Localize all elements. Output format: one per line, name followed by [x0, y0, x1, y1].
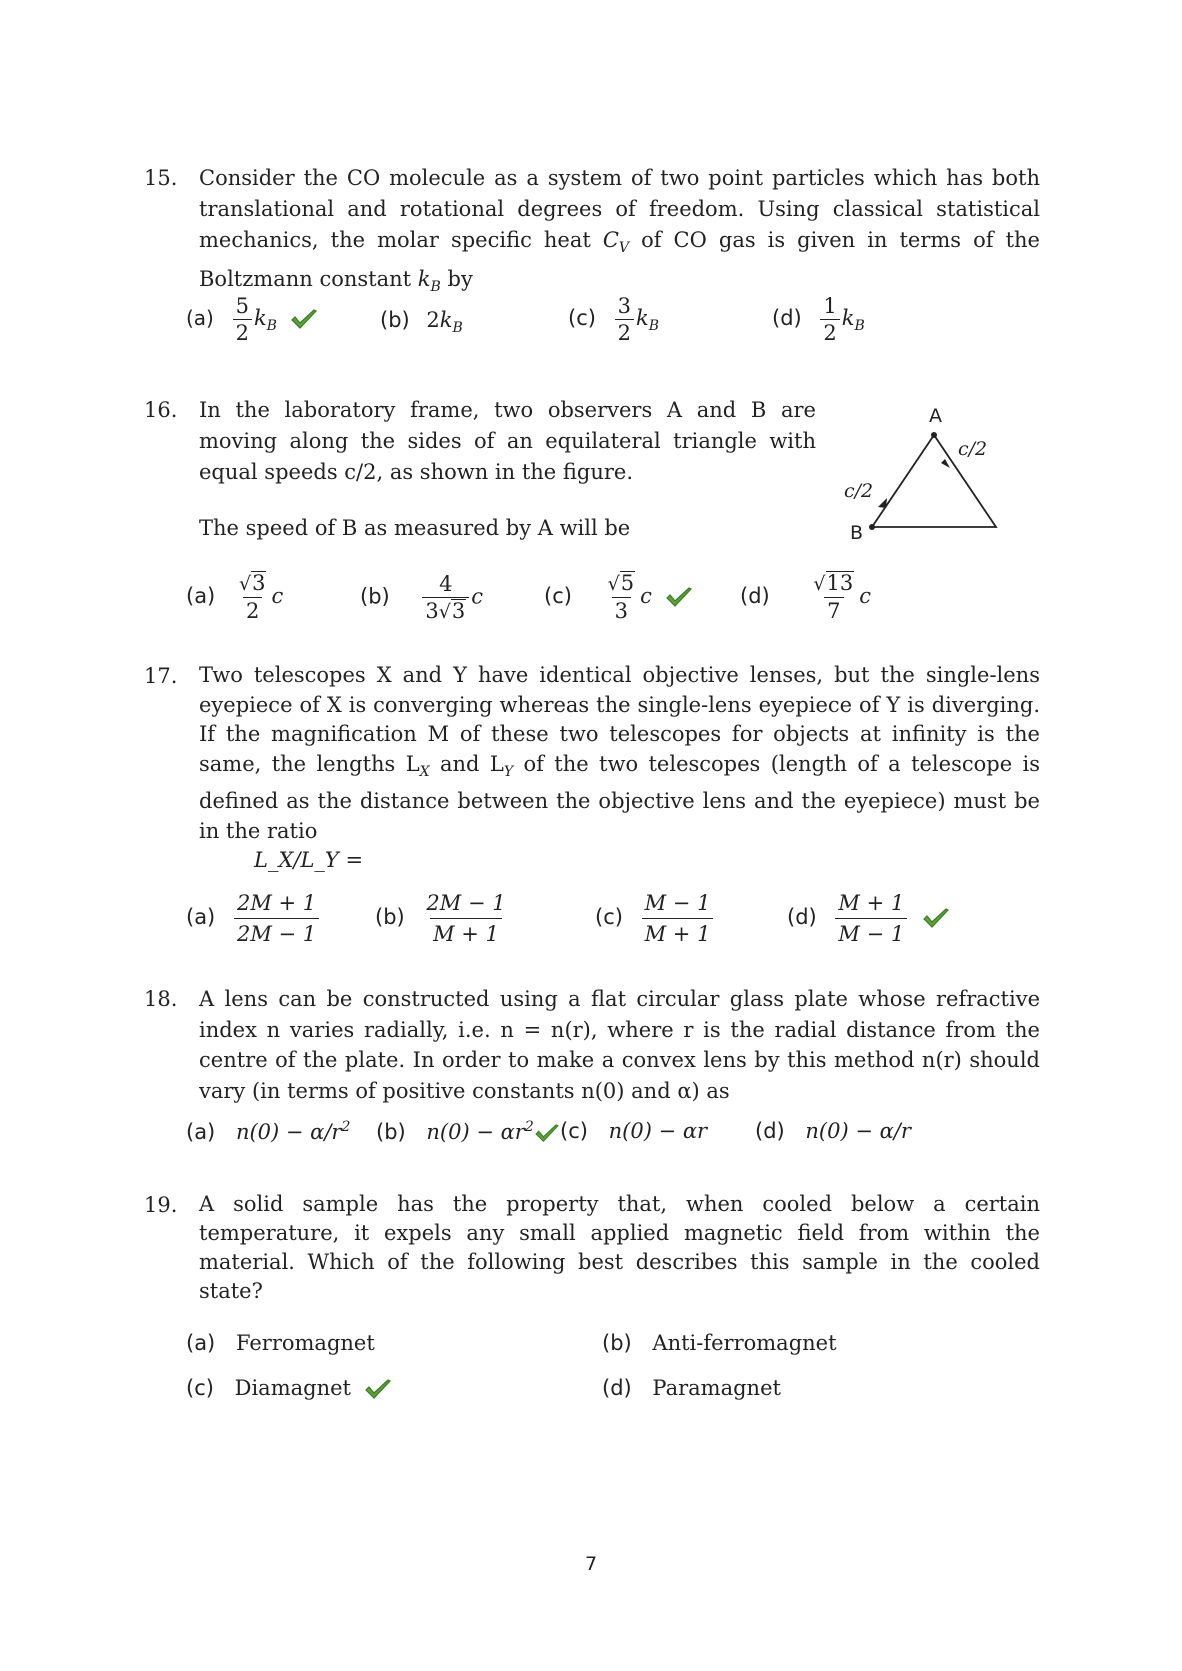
option-d[interactable]: (d) $\frac{1}{2}$ $k_B$ [772, 294, 865, 345]
option-c[interactable]: (c) n(0) − αr [560, 1119, 708, 1143]
fraction: $\frac{1}{2}$ [820, 293, 839, 346]
option-d[interactable]: (d) n(0) − α/r [755, 1119, 911, 1143]
option-c[interactable]: (c) $\frac{M - 1}{M + 1}$ [595, 888, 715, 949]
speed-b-label: c/2 [844, 480, 874, 502]
kb-symbol: $k_B$ [417, 267, 441, 296]
question-19 [144, 1190, 1040, 1510]
question-18 [144, 984, 1040, 1184]
check-mark-icon [290, 309, 318, 331]
question-number: 18. [144, 987, 178, 1011]
ratio-expression: L_X/L_Y = [254, 848, 364, 872]
fraction: $\frac{2M - 1}{M + 1}$ [423, 888, 508, 949]
fraction: √ 3 2 [238, 571, 266, 623]
fraction: √ 5 3 [607, 571, 635, 623]
question-text: In the laboratory frame, two observers A and B are moving along the sides of an equilateral triangle with equal speeds c/2, as shown in the figure. [199, 398, 816, 484]
check-mark-icon [534, 1124, 560, 1144]
option-b[interactable]: (b) Anti-ferromagnet [602, 1331, 837, 1355]
option-b[interactable]: (b) $n(0) - \alpha r^2$ [376, 1119, 560, 1144]
check-mark-icon [922, 908, 950, 930]
question-text: A lens can be constructed using a flat circular glass plate whose refractive index n varies radially, i.e. n = n(r), where r is the radial distance from the centre of the plate. In order to make a convex lens by this method n(r) should vary (in terms of positive constants n(0) and α) as [199, 987, 1040, 1103]
option-a[interactable]: (a) $\frac{5}{2}$ $k_B$ [186, 293, 318, 346]
question-text: A solid sample has the property that, when cooled below a certain temperature, it expels any small applied magnetic field from within the material. Which of the following best describes this sample in the cooled state? [199, 1192, 1040, 1303]
question-number: 19. [144, 1193, 178, 1217]
option-c[interactable]: (c) Diamagnet [186, 1376, 392, 1401]
option-d[interactable]: (d) $\frac{M + 1}{M - 1}$ [787, 888, 950, 949]
page-number: 7 [584, 1553, 598, 1575]
question-number: 17. [144, 664, 178, 688]
label-a: A [929, 405, 942, 427]
triangle-figure [834, 395, 1034, 545]
label-b: B [850, 522, 864, 544]
option-c[interactable]: (c) √ 5 3 c [544, 571, 693, 624]
fraction: $\frac{5}{2}$ [233, 293, 252, 346]
option-a[interactable]: (a) $\frac{2M + 1}{2M - 1}$ [186, 888, 321, 949]
question-16 [144, 395, 1040, 665]
fraction: $\frac{2M + 1}{2M - 1}$ [234, 888, 319, 949]
check-mark-icon [665, 587, 693, 609]
question-text-2: The speed of B as measured by A will be [199, 516, 631, 540]
option-a[interactable]: (a) √ 3 2 c [186, 571, 284, 623]
question-text: Consider the CO molecule as a system of two point particles which has both translational and rotational degrees of freedom. Using classical statistical mechanics, the molar specific heat $C_V$ of CO gas is given in terms of the Boltzmann constant $k_B$ by [199, 166, 1040, 296]
option-b[interactable]: (b) $\frac{2M - 1}{M + 1}$ [375, 888, 511, 949]
question-text: Two telescopes X and Y have identical objective lenses, but the single-lens eyepiece of X is converging whereas the single-lens eyepiece of Y is diverging. If the magnification M of these two telescopes for objects at infinity is the same, the lengths $L_X$ and $L_Y$ of the two telescopes (length of a telescope is defined as the distance between the objective lens and the eyepiece) must be in the ratio [199, 663, 1041, 843]
option-d[interactable]: (d) √ 13 7 c [740, 571, 872, 623]
option-a[interactable]: (a) $n(0) - \alpha/r^2$ [186, 1119, 351, 1144]
option-b[interactable]: (b) $2k_B$ [380, 308, 463, 337]
fraction: $\frac{M + 1}{M - 1}$ [835, 888, 907, 949]
fraction: 4 3 √ 3 [422, 571, 469, 625]
option-d[interactable]: (d) Paramagnet [602, 1376, 781, 1400]
cv-symbol: $C_V$ [602, 228, 630, 257]
question-number: 15. [144, 166, 178, 190]
option-b[interactable]: (b) 4 3 √ 3 c [360, 572, 484, 623]
fraction: $\frac{M - 1}{M + 1}$ [642, 888, 714, 949]
check-mark-icon [364, 1379, 392, 1401]
fraction: √ 13 7 [813, 571, 854, 623]
speed-a-label: c/2 [958, 438, 988, 460]
question-17 [144, 661, 1040, 961]
question-15 [144, 163, 1040, 363]
fraction: $\frac{3}{2}$ [615, 293, 634, 346]
option-c[interactable]: (c) $\frac{3}{2}$ $k_B$ [568, 294, 660, 345]
option-a[interactable]: (a) Ferromagnet [186, 1331, 375, 1355]
question-number: 16. [144, 398, 178, 422]
